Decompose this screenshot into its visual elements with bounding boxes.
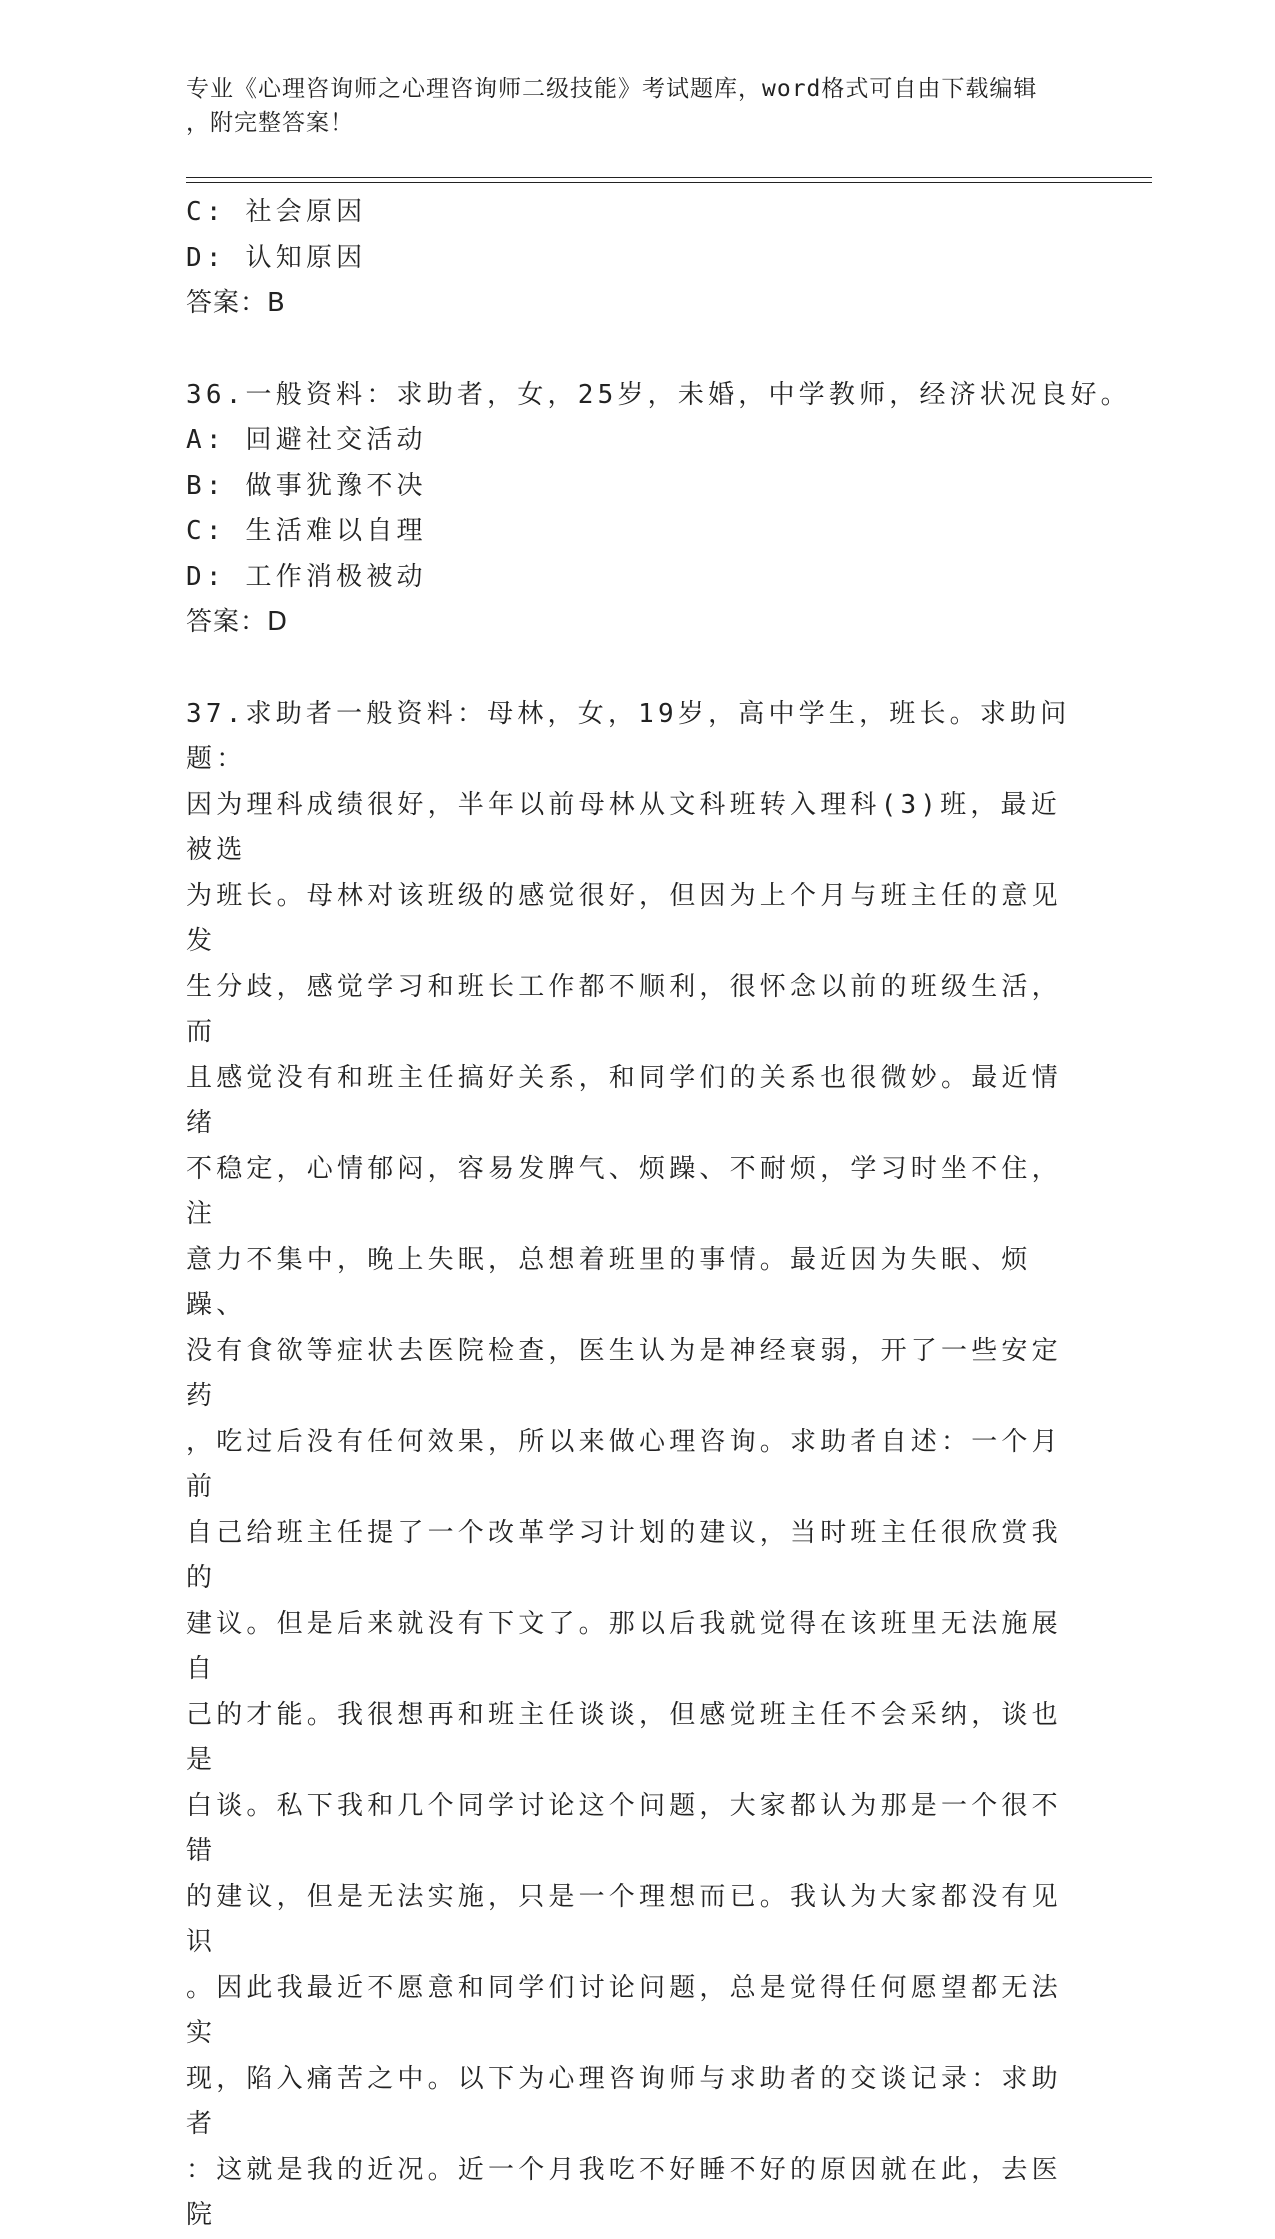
q36-stem: 36.一般资料：求助者，女，25岁，未婚，中学教师，经济状况良好。 bbox=[186, 379, 1131, 410]
question-35-fragment bbox=[186, 190, 1086, 327]
q36-answer: 答案：D bbox=[186, 607, 289, 637]
q37-line: 意力不集中，晚上失眠，总想着班里的事情。最近因为失眠、烦躁、 bbox=[186, 1244, 1032, 1320]
q37-line: 37.求助者一般资料：母林，女，19岁，高中学生，班长。求助问题： bbox=[186, 698, 1071, 774]
q35-answer: 答案：B bbox=[186, 288, 286, 318]
document-body bbox=[186, 190, 1131, 2239]
q37-line: 白谈。私下我和几个同学讨论这个问题，大家都认为那是一个很不错 bbox=[186, 1790, 1062, 1866]
q37-line: 不稳定，心情郁闷，容易发脾气、烦躁、不耐烦，学习时坐不住，注 bbox=[186, 1153, 1062, 1229]
q37-line: 且感觉没有和班主任搞好关系，和同学们的关系也很微妙。最近情绪 bbox=[186, 1062, 1062, 1138]
header-rule-top bbox=[186, 177, 1152, 178]
q37-line: ，吃过后没有任何效果，所以来做心理咨询。求助者自述：一个月前 bbox=[186, 1426, 1062, 1502]
q37-line: 建议。但是后来就没有下文了。那以后我就觉得在该班里无法施展自 bbox=[186, 1608, 1062, 1684]
q37-line: 己的才能。我很想再和班主任谈谈，但感觉班主任不会采纳，谈也是 bbox=[186, 1699, 1062, 1775]
q37-line: ：这就是我的近况。近一个月我吃不好睡不好的原因就在此，去医院 bbox=[186, 2154, 1062, 2230]
header-rule-bottom bbox=[186, 182, 1152, 183]
q36-option-a: A: 回避社交活动 bbox=[186, 425, 427, 455]
q37-line: 没有食欲等症状去医院检查，医生认为是神经衰弱，开了一些安定药 bbox=[186, 1335, 1062, 1411]
spacer bbox=[186, 327, 1086, 373]
q37-line: 为班长。母林对该班级的感觉很好，但因为上个月与班主任的意见发 bbox=[186, 880, 1062, 956]
q37-line: 自己给班主任提了一个改革学习计划的建议，当时班主任很欣赏我的 bbox=[186, 1517, 1062, 1593]
q36-option-d: D: 工作消极被动 bbox=[186, 561, 427, 592]
q37-line: 。因此我最近不愿意和同学们讨论问题，总是觉得任何愿望都无法实 bbox=[186, 1972, 1062, 2048]
spacer bbox=[186, 646, 1086, 692]
document-header bbox=[186, 72, 1066, 140]
q36-option-b: B: 做事犹豫不决 bbox=[186, 470, 427, 501]
q37-line: 生分歧，感觉学习和班长工作都不顺利，很怀念以前的班级生活，而 bbox=[186, 971, 1062, 1047]
q37-line: 的建议，但是无法实施，只是一个理想而已。我认为大家都没有见识 bbox=[186, 1881, 1062, 1957]
q36-option-c: C: 生活难以自理 bbox=[186, 516, 427, 546]
q35-option-d: D: 认知原因 bbox=[186, 242, 367, 273]
question-36 bbox=[186, 373, 1131, 646]
q37-line: 现，陷入痛苦之中。以下为心理咨询师与求助者的交谈记录：求助者 bbox=[186, 2063, 1062, 2139]
q37-line: 因为理科成绩很好，半年以前母林从文科班转入理科(3)班，最近被选 bbox=[186, 789, 1061, 865]
question-37 bbox=[186, 692, 1086, 2239]
header-line-1: 专业《心理咨询师之心理咨询师二级技能》考试题库，word格式可自由下载编辑 bbox=[186, 76, 1038, 102]
header-line-2: ，附完整答案！ bbox=[186, 110, 354, 136]
q35-option-c: C: 社会原因 bbox=[186, 197, 367, 227]
